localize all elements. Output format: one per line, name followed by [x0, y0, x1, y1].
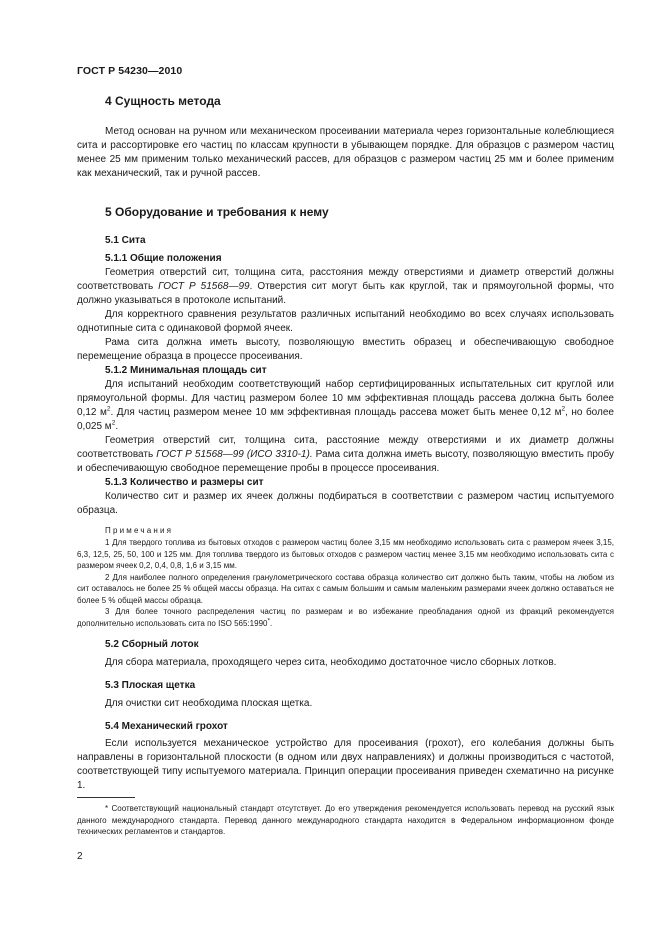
- section-5-4-title: 5.4 Механический грохот: [105, 721, 228, 732]
- footnote-divider: [77, 797, 135, 798]
- standard-reference: ГОСТ Р 51568—99 (ИСО 3310-1).: [156, 449, 313, 460]
- section-5-1-3-paragraph: Количество сит и размер их ячеек должны подбираться в соответствии с размером частиц испытуемого образца.: [77, 491, 614, 516]
- section-5-1-2-paragraph-2: Геометрия отверстий сит, толщина сита, расстояние между отверстиями и их диаметр должны соответствовать ГОСТ Р 51568—99 (ИСО 3310-1). Рама сита должна иметь высоту, позволяющую вместить пробу и обеспечивающую свободное перемещение пробы в процессе просеивания.: [77, 435, 614, 474]
- section-5-title: 5 Оборудование и требования к нему: [105, 205, 329, 219]
- section-4-paragraph: Метод основан на ручном или механическом просеивании материала через горизонтальные колеблющиеся сита и рассортировке его частиц по классам крупности в убывающем порядке. Для образцов с размером частиц менее 25 мм применим только механический рассев, для образцов с размером частиц 25 мм и более применим как механический, так и ручной рассев.: [77, 126, 614, 179]
- footnote: * Соответствующий национальный стандарт отсутствует. До его утверждения рекомендуется использовать перевод на русский язык данного международного стандарта. Перевод данного международного стандарта находится в Федеральном информационном фонде технических регламентов и стандартов.: [77, 804, 614, 836]
- section-5-1-2-paragraph-1: Для испытаний необходим соответствующий набор сертифицированных испытательных сит круглой или прямоугольной формы. Для частиц размером более 10 мм эффективная площадь рассева должна быть более 0,12 $м^2$. Для частиц размером менее 10 мм эффективная площадь рассева может быть менее 0,12 $м^2$, но более 0,025 $м^2$.: [77, 379, 614, 432]
- notes-title: Примечания: [105, 526, 174, 535]
- note-2: 2 Для наиболее полного определения гранулометрического состава образца количество сит должно быть таким, чтобы на любом из сит оставалось не более 25 % общей массы образца. На ситах с самым большим и самым маленьким размерами ячеек должно оставаться не более 5 % общей массы образца.: [77, 572, 614, 605]
- section-5-4-paragraph: Если используется механическое устройство для просеивания (грохот), его колебания должны быть направлены в горизонтальной плоскости (в одном или двух направлениях) и должны производиться с частотой, соответствующей типу испытуемого материала. Принцип операции просеивания приведен схематично на рисунке 1.: [77, 738, 614, 791]
- note-3: 3 Для более точного распределения частиц по размерам и во избежание преобладания одной из фракций рекомендуется дополнительно использовать сита по ISO 565:1990*.: [77, 607, 614, 628]
- section-5-2-paragraph: Для сбора материала, проходящего через сита, необходимо достаточное число сборных лотков.: [105, 657, 557, 668]
- section-5-1-1-paragraph-2: Для корректного сравнения результатов различных испытаний необходимо во всех случаях использовать однотипные сита с одинаковой формой ячеек.: [77, 309, 614, 334]
- document-header: ГОСТ Р 54230—2010: [77, 65, 183, 77]
- section-5-1-1-paragraph-1: Геометрия отверстий сит, толщина сита, расстояния между отверстиями и диаметр отверстий должны соответствовать ГОСТ Р 51568—99. Отверстия сит могут быть как круглой, так и прямоугольной формы, что должно указываться в протоколе испытаний.: [77, 267, 614, 306]
- section-5-1-1-paragraph-3: Рама сита должна иметь высоту, позволяющую вместить образец и обеспечивающую свободное перемещение образца в процессе просеивания.: [77, 337, 614, 362]
- section-5-3-paragraph: Для очистки сит необходима плоская щетка.: [105, 698, 313, 709]
- section-4-title: 4 Сущность метода: [105, 94, 221, 108]
- section-5-1-1-title: 5.1.1 Общие положения: [105, 253, 222, 264]
- section-5-1-3-title: 5.1.3 Количество и размеры сит: [105, 477, 264, 488]
- section-5-3-title: 5.3 Плоская щетка: [105, 680, 196, 691]
- page-number: 2: [77, 851, 83, 862]
- standard-reference: ГОСТ Р 51568—99: [158, 281, 250, 292]
- note-1: 1 Для твердого топлива из бытовых отходов с размером частиц более 3,15 мм необходимо использовать сита с размером ячеек 3,15, 6,3, 12,5, 25, 50, 100 и 125 мм. Для топлива твердого из бытовых отходов с размером частиц менее 3,15 мм необходимо использовать сита с размером ячеек 0,2, 0,4, 0,8, 1,6 и 3,15 мм.: [77, 538, 614, 570]
- section-5-2-title: 5.2 Сборный лоток: [105, 639, 199, 650]
- section-5-1-title: 5.1 Сита: [105, 235, 146, 246]
- section-5-1-2-title: 5.1.2 Минимальная площадь сит: [105, 365, 267, 376]
- document-body: [77, 93, 614, 793]
